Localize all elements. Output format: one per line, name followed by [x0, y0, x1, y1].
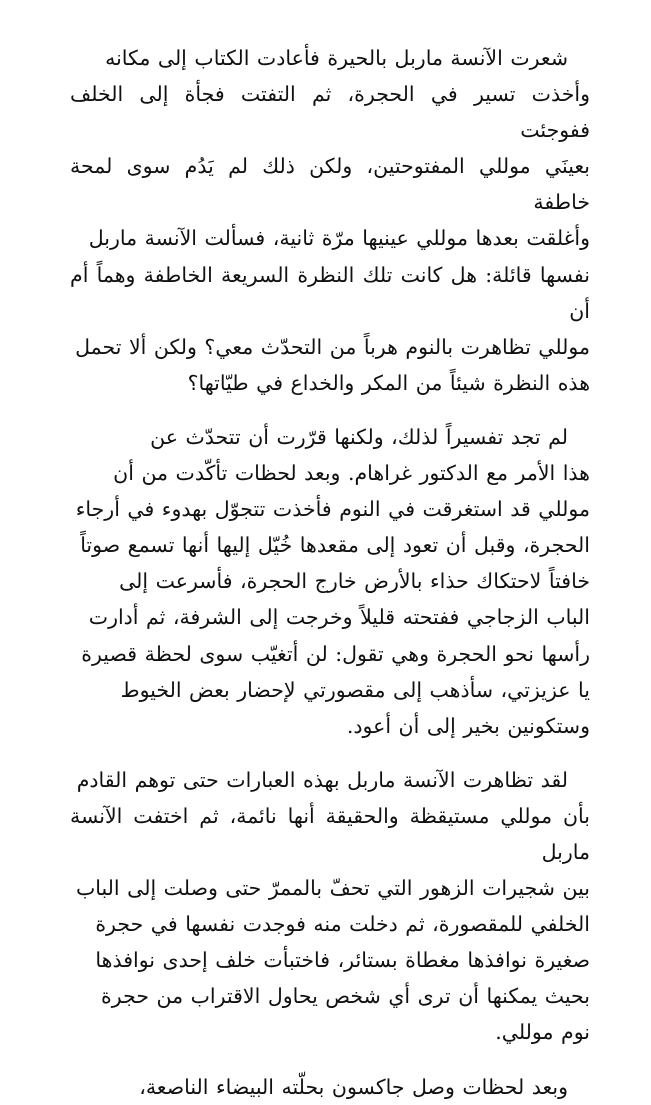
text-line: بين شجيرات الزهور التي تحفّ بالممرّ حتى وصلت إلى الباب: [75, 876, 590, 901]
paragraph-2: [70, 419, 590, 744]
text-line: بعينَي موللي المفتوحتين، ولكن ذلك لم يَدُم سوى لمحة خاطفة: [70, 154, 590, 215]
text-line: وأخذت تسير في الحجرة، ثم التفتت فجأة إلى الخلف ففوجئت: [70, 82, 590, 143]
book-page: [70, 40, 590, 1105]
text-line: بحيث يمكنها أن ترى أي شخص يحاول الاقتراب من حجرة: [101, 984, 590, 1009]
text-line: وستكونين بخير إلى أن أعود.: [346, 713, 590, 738]
text-line: هذه النظرة شيئاً من المكر والخداع في طيّاتها؟: [187, 370, 590, 395]
text-line: خافتاً لاحتكاك حذاء بالأرض خارج الحجرة، فأسرعت إلى: [119, 569, 590, 594]
text-line: نفسها قائلة: هل كانت تلك النظرة السريعة الخاطفة وهماً أم أن: [70, 262, 590, 323]
paragraph-1: [70, 40, 590, 401]
paragraph-gap: [70, 1051, 590, 1069]
text-line: موللي تظاهرت بالنوم هرباً من التحدّث معي؟ ولكن ألا تحمل: [75, 334, 590, 359]
text-line: رأسها نحو الحجرة وهي تقول: لن أتغيّب سوى لحظة قصيرة: [81, 641, 590, 666]
paragraph-gap: [70, 401, 590, 419]
text-line: الخلفي للمقصورة، ثم دخلت منه فوجدت نفسها في حجرة: [95, 912, 590, 937]
text-line: الحجرة، وقبل أن تعود إلى مقعدها خُيّل إليها أنها تسمع صوتاً: [80, 533, 590, 558]
text-line: موللي قد استغرقت في النوم فأخذت تتجوّل بهدوء في أرجاء: [75, 497, 590, 522]
text-line: صغيرة نوافذها مغطاة بستائر، فاختبأت خلف إحدى نوافذها: [95, 948, 590, 973]
text-line: نوم موللي.: [495, 1020, 590, 1045]
text-line: هذا الأمر مع الدكتور غراهام. وبعد لحظات تأكّدت من أن: [113, 461, 590, 486]
text-line: لقد تظاهرت الآنسة ماربل بهذه العبارات حتى توهم القادم: [76, 767, 568, 792]
text-line: الباب الزجاجي ففتحته قليلاً وخرجت إلى الشرفة، ثم أدارت: [88, 605, 590, 630]
text-line: وبعد لحظات وصل جاكسون بحلّته البيضاء الناصعة،: [139, 1074, 568, 1099]
text-line: شعرت الآنسة ماربل بالحيرة فأعادت الكتاب إلى مكانه: [105, 46, 568, 70]
text-line: لم تجد تفسيراً لذلك، ولكنها قرّرت أن تتحدّث عن: [150, 424, 568, 449]
text-line: وأغلقت بعدها موللي عينيها مرّة ثانية، فسألت الآنسة ماربل: [88, 226, 590, 251]
paragraph-3: [70, 762, 590, 1051]
text-line: بأن موللي مستيقظة والحقيقة أنها نائمة، ثم اختفت الآنسة ماربل: [70, 803, 590, 864]
text-line: يا عزيزتي، سأذهب إلى مقصورتي لإحضار بعض الخيوط: [120, 677, 590, 702]
paragraph-gap: [70, 744, 590, 762]
paragraph-4: [70, 1069, 590, 1105]
